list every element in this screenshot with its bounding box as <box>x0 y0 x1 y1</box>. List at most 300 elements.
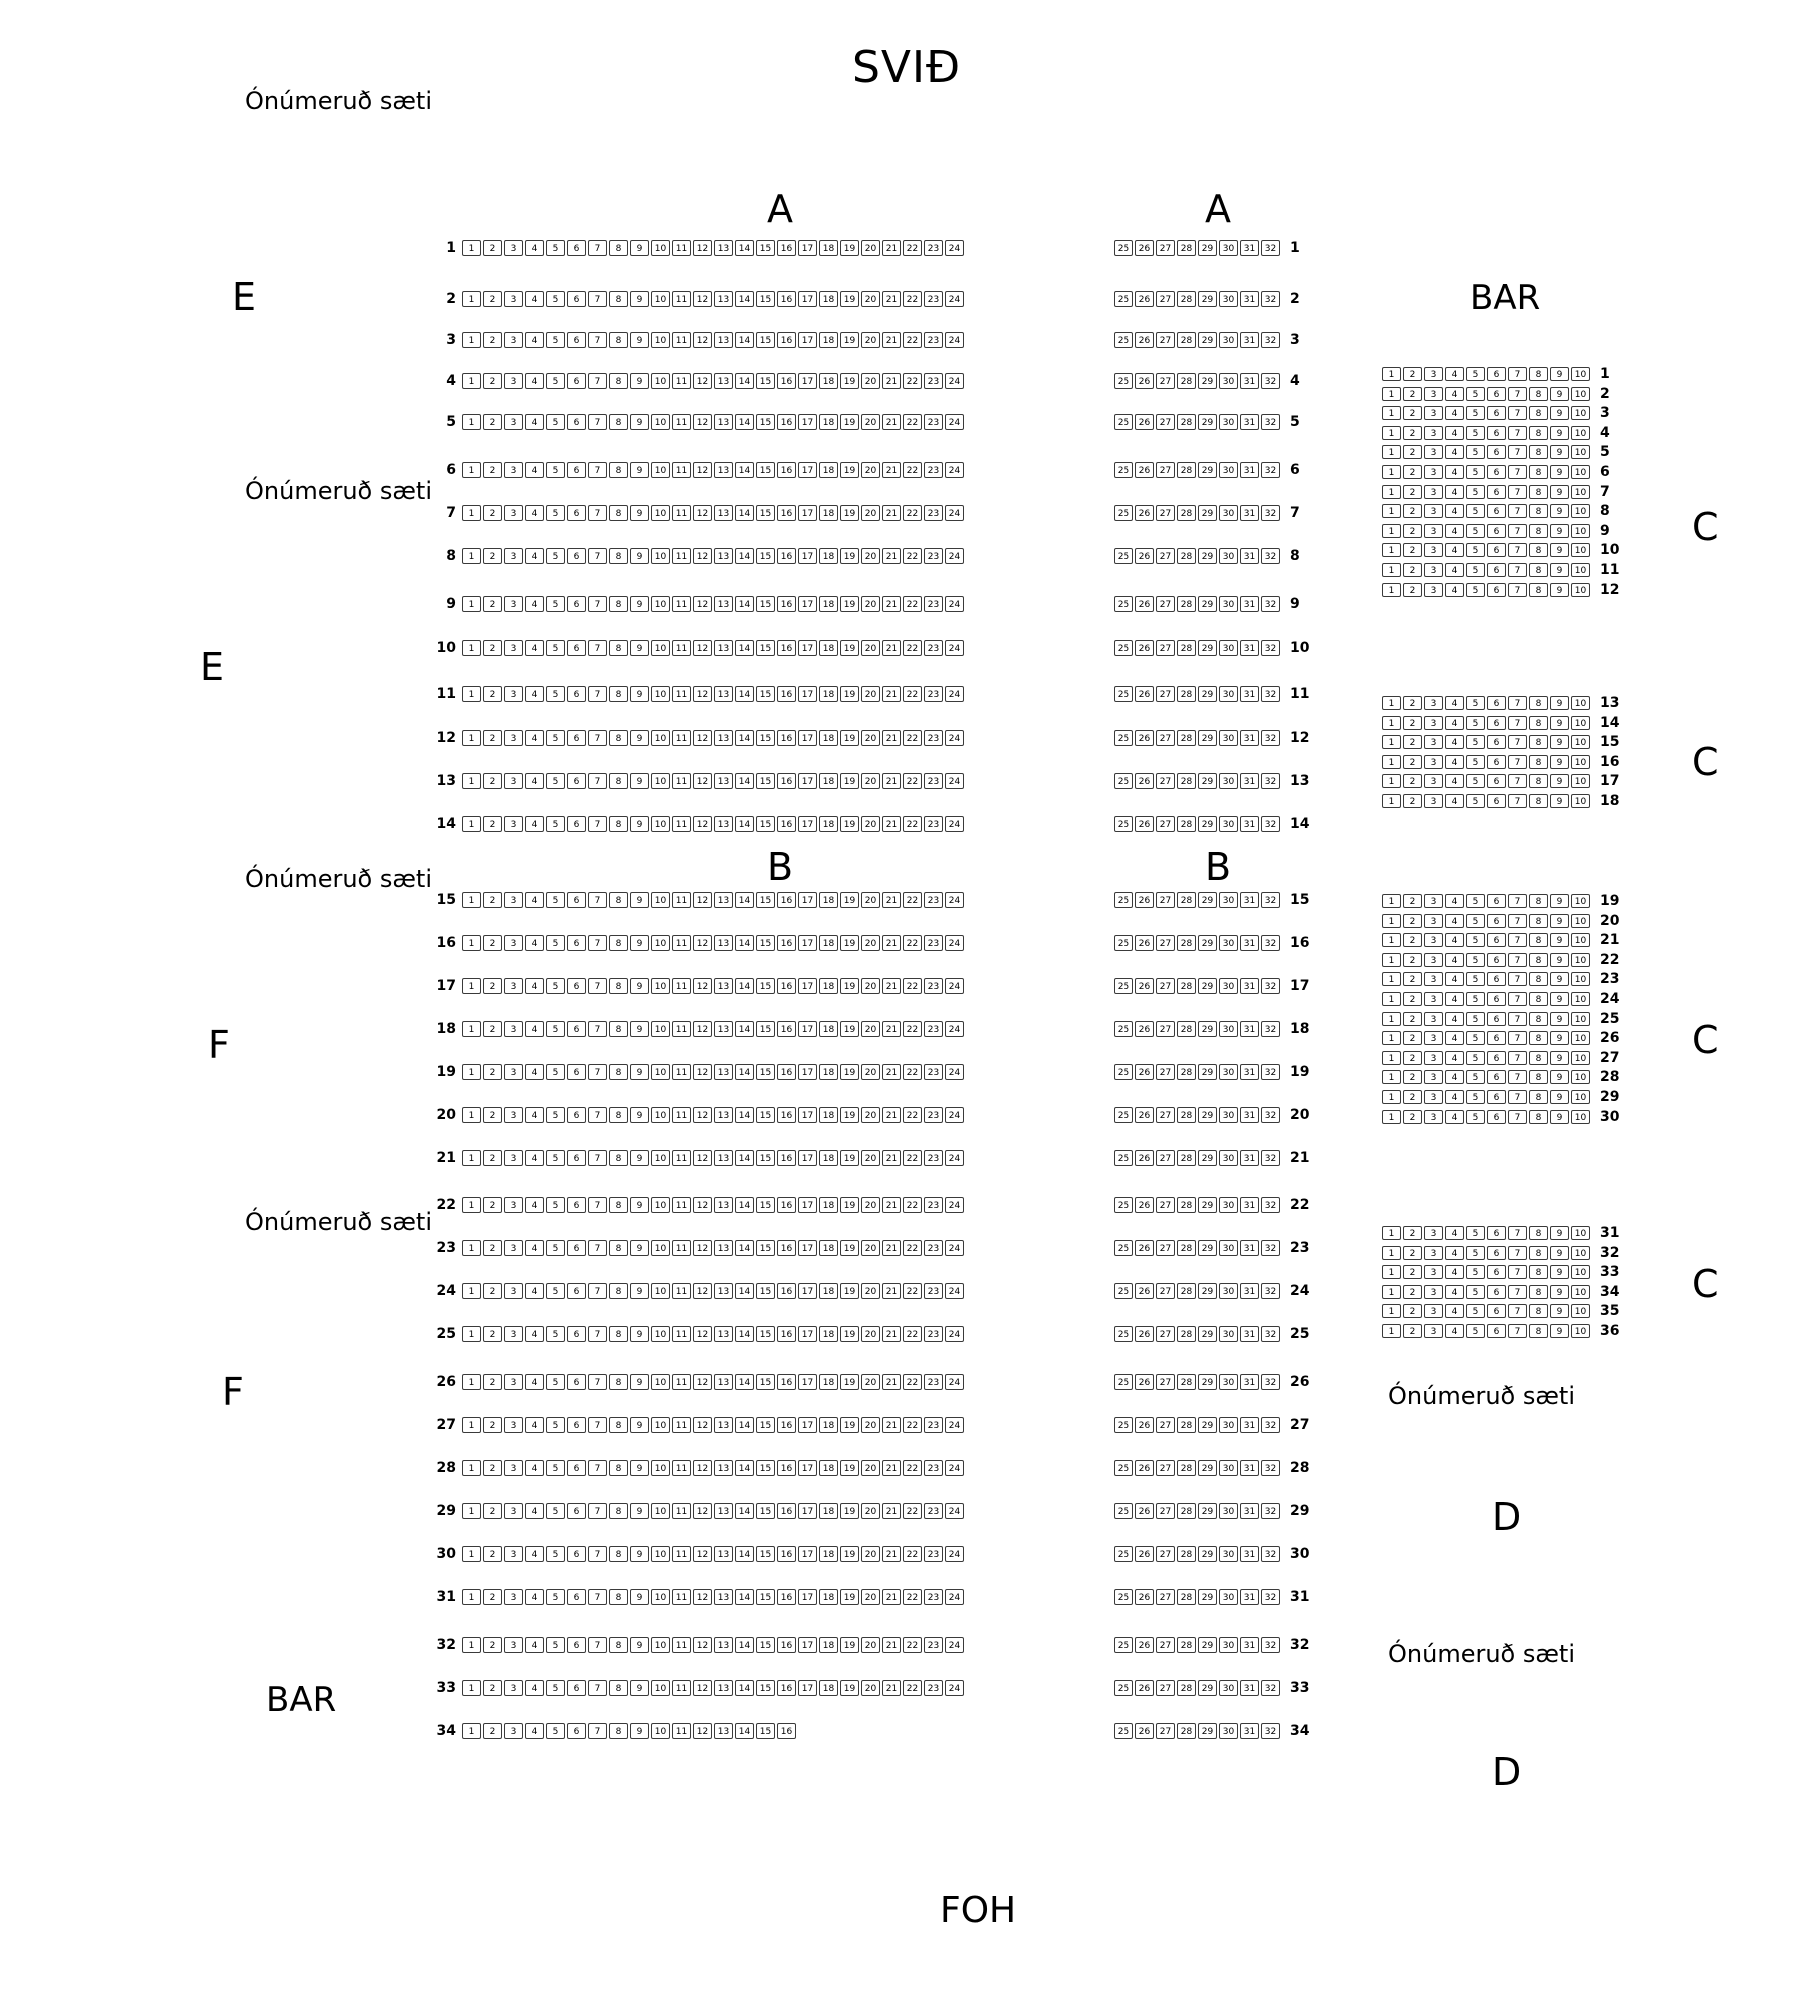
seat[interactable]: 30 <box>1219 596 1238 612</box>
seat[interactable]: 30 <box>1219 332 1238 348</box>
seat[interactable]: 3 <box>1424 1031 1443 1045</box>
seat[interactable]: 28 <box>1177 978 1196 994</box>
seat[interactable]: 29 <box>1198 332 1217 348</box>
seat[interactable]: 13 <box>714 548 733 564</box>
seat[interactable]: 20 <box>861 1417 880 1433</box>
seat[interactable]: 4 <box>1445 504 1464 518</box>
seat[interactable]: 1 <box>462 978 481 994</box>
seat[interactable]: 7 <box>588 1460 607 1476</box>
seat[interactable]: 17 <box>798 1417 817 1433</box>
seat[interactable]: 2 <box>483 1064 502 1080</box>
seat[interactable]: 5 <box>546 730 565 746</box>
seat[interactable]: 11 <box>672 1326 691 1342</box>
seat[interactable]: 17 <box>798 1546 817 1562</box>
seat[interactable]: 21 <box>882 462 901 478</box>
seat[interactable]: 13 <box>714 686 733 702</box>
seat[interactable]: 5 <box>1466 387 1485 401</box>
seat[interactable]: 11 <box>672 505 691 521</box>
seat[interactable]: 18 <box>819 1460 838 1476</box>
seat[interactable]: 10 <box>651 1460 670 1476</box>
seat[interactable]: 25 <box>1114 816 1133 832</box>
seat[interactable]: 18 <box>819 1546 838 1562</box>
seat[interactable]: 5 <box>546 1283 565 1299</box>
seat[interactable]: 8 <box>1529 1110 1548 1124</box>
seat[interactable]: 18 <box>819 505 838 521</box>
seat[interactable]: 17 <box>798 1637 817 1653</box>
seat[interactable]: 14 <box>735 1107 754 1123</box>
seat[interactable]: 21 <box>882 1150 901 1166</box>
seat[interactable]: 3 <box>1424 972 1443 986</box>
seat[interactable]: 8 <box>609 730 628 746</box>
seat[interactable]: 2 <box>483 1283 502 1299</box>
seat[interactable]: 15 <box>756 1197 775 1213</box>
seat[interactable]: 9 <box>630 816 649 832</box>
seat[interactable]: 29 <box>1198 1589 1217 1605</box>
seat[interactable]: 26 <box>1135 686 1154 702</box>
seat[interactable]: 4 <box>525 1589 544 1605</box>
seat[interactable]: 3 <box>1424 406 1443 420</box>
seat[interactable]: 25 <box>1114 730 1133 746</box>
seat[interactable]: 19 <box>840 1021 859 1037</box>
seat[interactable]: 18 <box>819 1503 838 1519</box>
seat[interactable]: 7 <box>588 978 607 994</box>
seat[interactable]: 3 <box>1424 1070 1443 1084</box>
seat[interactable]: 30 <box>1219 1197 1238 1213</box>
seat[interactable]: 9 <box>1550 406 1569 420</box>
seat[interactable]: 23 <box>924 1589 943 1605</box>
seat[interactable]: 9 <box>630 596 649 612</box>
seat[interactable]: 30 <box>1219 1546 1238 1562</box>
seat[interactable]: 16 <box>777 1589 796 1605</box>
seat[interactable]: 32 <box>1261 1021 1280 1037</box>
seat[interactable]: 2 <box>1403 583 1422 597</box>
seat[interactable]: 5 <box>1466 1051 1485 1065</box>
seat[interactable]: 9 <box>630 1374 649 1390</box>
seat[interactable]: 32 <box>1261 1374 1280 1390</box>
seat[interactable]: 32 <box>1261 892 1280 908</box>
seat[interactable]: 26 <box>1135 462 1154 478</box>
seat[interactable]: 2 <box>483 1107 502 1123</box>
seat[interactable]: 2 <box>1403 367 1422 381</box>
seat[interactable]: 2 <box>1403 426 1422 440</box>
seat[interactable]: 9 <box>1550 774 1569 788</box>
seat[interactable]: 1 <box>462 730 481 746</box>
seat[interactable]: 8 <box>1529 426 1548 440</box>
seat[interactable]: 10 <box>651 1021 670 1037</box>
seat[interactable]: 16 <box>777 414 796 430</box>
seat[interactable]: 31 <box>1240 892 1259 908</box>
seat[interactable]: 9 <box>1550 563 1569 577</box>
seat[interactable]: 7 <box>588 414 607 430</box>
seat[interactable]: 7 <box>588 892 607 908</box>
seat[interactable]: 10 <box>1571 1226 1590 1240</box>
seat[interactable]: 22 <box>903 462 922 478</box>
seat[interactable]: 31 <box>1240 505 1259 521</box>
seat[interactable]: 2 <box>1403 755 1422 769</box>
seat[interactable]: 14 <box>735 505 754 521</box>
seat[interactable]: 5 <box>1466 504 1485 518</box>
seat[interactable]: 3 <box>1424 524 1443 538</box>
seat[interactable]: 27 <box>1156 686 1175 702</box>
seat[interactable]: 19 <box>840 1417 859 1433</box>
seat[interactable]: 7 <box>1508 504 1527 518</box>
seat[interactable]: 6 <box>567 1637 586 1653</box>
seat[interactable]: 1 <box>462 816 481 832</box>
seat[interactable]: 29 <box>1198 1107 1217 1123</box>
seat[interactable]: 10 <box>1571 543 1590 557</box>
seat[interactable]: 7 <box>588 596 607 612</box>
seat[interactable]: 12 <box>693 1197 712 1213</box>
seat[interactable]: 9 <box>630 1150 649 1166</box>
seat[interactable]: 15 <box>756 686 775 702</box>
seat[interactable]: 1 <box>462 1723 481 1739</box>
seat[interactable]: 16 <box>777 332 796 348</box>
seat[interactable]: 10 <box>1571 406 1590 420</box>
seat[interactable]: 3 <box>504 1546 523 1562</box>
seat[interactable]: 4 <box>1445 485 1464 499</box>
seat[interactable]: 31 <box>1240 1021 1259 1037</box>
seat[interactable]: 5 <box>1466 894 1485 908</box>
seat[interactable]: 5 <box>1466 914 1485 928</box>
seat[interactable]: 17 <box>798 686 817 702</box>
seat[interactable]: 1 <box>1382 696 1401 710</box>
seat[interactable]: 31 <box>1240 816 1259 832</box>
seat[interactable]: 3 <box>504 373 523 389</box>
seat[interactable]: 32 <box>1261 1240 1280 1256</box>
seat[interactable]: 9 <box>630 1637 649 1653</box>
seat[interactable]: 7 <box>588 1326 607 1342</box>
seat[interactable]: 12 <box>693 1637 712 1653</box>
seat[interactable]: 29 <box>1198 1021 1217 1037</box>
seat[interactable]: 1 <box>462 1503 481 1519</box>
seat[interactable]: 9 <box>1550 485 1569 499</box>
seat[interactable]: 13 <box>714 1326 733 1342</box>
seat[interactable]: 4 <box>525 1283 544 1299</box>
seat[interactable]: 24 <box>945 505 964 521</box>
seat[interactable]: 26 <box>1135 1460 1154 1476</box>
seat[interactable]: 32 <box>1261 1460 1280 1476</box>
seat[interactable]: 9 <box>630 291 649 307</box>
seat[interactable]: 6 <box>1487 794 1506 808</box>
seat[interactable]: 4 <box>1445 1051 1464 1065</box>
seat[interactable]: 14 <box>735 1283 754 1299</box>
seat[interactable]: 23 <box>924 1150 943 1166</box>
seat[interactable]: 1 <box>462 640 481 656</box>
seat[interactable]: 32 <box>1261 240 1280 256</box>
seat[interactable]: 20 <box>861 686 880 702</box>
seat[interactable]: 3 <box>504 1589 523 1605</box>
seat[interactable]: 5 <box>1466 755 1485 769</box>
seat[interactable]: 5 <box>1466 1265 1485 1279</box>
seat[interactable]: 29 <box>1198 240 1217 256</box>
seat[interactable]: 4 <box>1445 1246 1464 1260</box>
seat[interactable]: 9 <box>1550 524 1569 538</box>
seat[interactable]: 8 <box>609 816 628 832</box>
seat[interactable]: 15 <box>756 414 775 430</box>
seat[interactable]: 32 <box>1261 1680 1280 1696</box>
seat[interactable]: 24 <box>945 892 964 908</box>
seat[interactable]: 30 <box>1219 1240 1238 1256</box>
seat[interactable]: 17 <box>798 640 817 656</box>
seat[interactable]: 5 <box>546 462 565 478</box>
seat[interactable]: 32 <box>1261 1546 1280 1562</box>
seat[interactable]: 5 <box>1466 1226 1485 1240</box>
seat[interactable]: 9 <box>1550 1070 1569 1084</box>
seat[interactable]: 11 <box>672 1064 691 1080</box>
seat[interactable]: 7 <box>1508 755 1527 769</box>
seat[interactable]: 8 <box>609 1546 628 1562</box>
seat[interactable]: 21 <box>882 1546 901 1562</box>
seat[interactable]: 7 <box>1508 1051 1527 1065</box>
seat[interactable]: 28 <box>1177 1546 1196 1562</box>
seat[interactable]: 1 <box>462 1197 481 1213</box>
seat[interactable]: 5 <box>546 1150 565 1166</box>
seat[interactable]: 16 <box>777 978 796 994</box>
seat[interactable]: 26 <box>1135 1637 1154 1653</box>
seat[interactable]: 2 <box>1403 992 1422 1006</box>
seat[interactable]: 12 <box>693 1589 712 1605</box>
seat[interactable]: 7 <box>1508 1265 1527 1279</box>
seat[interactable]: 18 <box>819 462 838 478</box>
seat[interactable]: 11 <box>672 462 691 478</box>
seat[interactable]: 1 <box>1382 1110 1401 1124</box>
seat[interactable]: 30 <box>1219 640 1238 656</box>
seat[interactable]: 29 <box>1198 1460 1217 1476</box>
seat[interactable]: 24 <box>945 414 964 430</box>
seat[interactable]: 31 <box>1240 332 1259 348</box>
seat[interactable]: 30 <box>1219 1637 1238 1653</box>
seat[interactable]: 8 <box>1529 445 1548 459</box>
seat[interactable]: 5 <box>546 1326 565 1342</box>
seat[interactable]: 26 <box>1135 332 1154 348</box>
seat[interactable]: 5 <box>546 1107 565 1123</box>
seat[interactable]: 17 <box>798 935 817 951</box>
seat[interactable]: 7 <box>1508 367 1527 381</box>
seat[interactable]: 20 <box>861 1546 880 1562</box>
seat[interactable]: 7 <box>1508 1226 1527 1240</box>
seat[interactable]: 23 <box>924 1107 943 1123</box>
seat[interactable]: 2 <box>483 1021 502 1037</box>
seat[interactable]: 20 <box>861 548 880 564</box>
seat[interactable]: 11 <box>672 1460 691 1476</box>
seat[interactable]: 3 <box>1424 1090 1443 1104</box>
seat[interactable]: 23 <box>924 596 943 612</box>
seat[interactable]: 30 <box>1219 816 1238 832</box>
seat[interactable]: 14 <box>735 291 754 307</box>
seat[interactable]: 4 <box>1445 406 1464 420</box>
seat[interactable]: 3 <box>1424 445 1443 459</box>
seat[interactable]: 3 <box>1424 794 1443 808</box>
seat[interactable]: 25 <box>1114 462 1133 478</box>
seat[interactable]: 5 <box>546 1546 565 1562</box>
seat[interactable]: 9 <box>1550 1051 1569 1065</box>
seat[interactable]: 6 <box>1487 972 1506 986</box>
seat[interactable]: 27 <box>1156 1503 1175 1519</box>
seat[interactable]: 29 <box>1198 978 1217 994</box>
seat[interactable]: 2 <box>1403 1090 1422 1104</box>
seat[interactable]: 5 <box>546 1197 565 1213</box>
seat[interactable]: 2 <box>1403 543 1422 557</box>
seat[interactable]: 26 <box>1135 1374 1154 1390</box>
seat[interactable]: 7 <box>588 548 607 564</box>
seat[interactable]: 7 <box>588 1150 607 1166</box>
seat[interactable]: 29 <box>1198 816 1217 832</box>
seat[interactable]: 1 <box>1382 1324 1401 1338</box>
seat[interactable]: 9 <box>630 1503 649 1519</box>
seat[interactable]: 27 <box>1156 373 1175 389</box>
seat[interactable]: 16 <box>777 816 796 832</box>
seat[interactable]: 25 <box>1114 1326 1133 1342</box>
seat[interactable]: 4 <box>525 1021 544 1037</box>
seat[interactable]: 13 <box>714 332 733 348</box>
seat[interactable]: 30 <box>1219 1460 1238 1476</box>
seat[interactable]: 1 <box>1382 894 1401 908</box>
seat[interactable]: 1 <box>462 596 481 612</box>
seat[interactable]: 1 <box>1382 914 1401 928</box>
seat[interactable]: 7 <box>1508 543 1527 557</box>
seat[interactable]: 26 <box>1135 978 1154 994</box>
seat[interactable]: 28 <box>1177 414 1196 430</box>
seat[interactable]: 9 <box>630 1283 649 1299</box>
seat[interactable]: 3 <box>504 1021 523 1037</box>
seat[interactable]: 20 <box>861 1021 880 1037</box>
seat[interactable]: 1 <box>1382 445 1401 459</box>
seat[interactable]: 6 <box>567 1723 586 1739</box>
seat[interactable]: 23 <box>924 978 943 994</box>
seat[interactable]: 22 <box>903 640 922 656</box>
seat[interactable]: 3 <box>1424 774 1443 788</box>
seat[interactable]: 4 <box>1445 1285 1464 1299</box>
seat[interactable]: 26 <box>1135 1197 1154 1213</box>
seat[interactable]: 7 <box>1508 583 1527 597</box>
seat[interactable]: 12 <box>693 640 712 656</box>
seat[interactable]: 31 <box>1240 1374 1259 1390</box>
seat[interactable]: 31 <box>1240 730 1259 746</box>
seat[interactable]: 25 <box>1114 1283 1133 1299</box>
seat[interactable]: 1 <box>462 1460 481 1476</box>
seat[interactable]: 4 <box>525 505 544 521</box>
seat[interactable]: 4 <box>525 1240 544 1256</box>
seat[interactable]: 31 <box>1240 1589 1259 1605</box>
seat[interactable]: 29 <box>1198 892 1217 908</box>
seat[interactable]: 14 <box>735 1680 754 1696</box>
seat[interactable]: 25 <box>1114 1546 1133 1562</box>
seat[interactable]: 25 <box>1114 332 1133 348</box>
seat[interactable]: 4 <box>525 1374 544 1390</box>
seat[interactable]: 23 <box>924 1503 943 1519</box>
seat[interactable]: 6 <box>567 686 586 702</box>
seat[interactable]: 11 <box>672 978 691 994</box>
seat[interactable]: 20 <box>861 773 880 789</box>
seat[interactable]: 25 <box>1114 1240 1133 1256</box>
seat[interactable]: 30 <box>1219 240 1238 256</box>
seat[interactable]: 26 <box>1135 548 1154 564</box>
seat[interactable]: 22 <box>903 816 922 832</box>
seat[interactable]: 8 <box>609 1417 628 1433</box>
seat[interactable]: 5 <box>1466 543 1485 557</box>
seat[interactable]: 3 <box>504 1197 523 1213</box>
seat[interactable]: 3 <box>504 892 523 908</box>
seat[interactable]: 6 <box>567 373 586 389</box>
seat[interactable]: 10 <box>651 373 670 389</box>
seat[interactable]: 2 <box>483 240 502 256</box>
seat[interactable]: 8 <box>609 686 628 702</box>
seat[interactable]: 6 <box>1487 1246 1506 1260</box>
seat[interactable]: 2 <box>483 548 502 564</box>
seat[interactable]: 26 <box>1135 240 1154 256</box>
seat[interactable]: 1 <box>1382 406 1401 420</box>
seat[interactable]: 30 <box>1219 1503 1238 1519</box>
seat[interactable]: 7 <box>588 1374 607 1390</box>
seat[interactable]: 1 <box>1382 1031 1401 1045</box>
seat[interactable]: 9 <box>1550 696 1569 710</box>
seat[interactable]: 19 <box>840 373 859 389</box>
seat[interactable]: 26 <box>1135 414 1154 430</box>
seat[interactable]: 30 <box>1219 1021 1238 1037</box>
seat[interactable]: 28 <box>1177 1326 1196 1342</box>
seat[interactable]: 6 <box>567 1374 586 1390</box>
seat[interactable]: 17 <box>798 1283 817 1299</box>
seat[interactable]: 10 <box>651 1240 670 1256</box>
seat[interactable]: 18 <box>819 332 838 348</box>
seat[interactable]: 7 <box>588 1417 607 1433</box>
seat[interactable]: 10 <box>1571 992 1590 1006</box>
seat[interactable]: 1 <box>1382 1285 1401 1299</box>
seat[interactable]: 13 <box>714 935 733 951</box>
seat[interactable]: 27 <box>1156 1283 1175 1299</box>
seat[interactable]: 15 <box>756 332 775 348</box>
seat[interactable]: 9 <box>630 1417 649 1433</box>
seat[interactable]: 8 <box>1529 465 1548 479</box>
seat[interactable]: 4 <box>525 1723 544 1739</box>
seat[interactable]: 4 <box>1445 755 1464 769</box>
seat[interactable]: 9 <box>630 892 649 908</box>
seat[interactable]: 18 <box>819 1021 838 1037</box>
seat[interactable]: 19 <box>840 332 859 348</box>
seat[interactable]: 31 <box>1240 1064 1259 1080</box>
seat[interactable]: 29 <box>1198 773 1217 789</box>
seat[interactable]: 16 <box>777 462 796 478</box>
seat[interactable]: 3 <box>504 978 523 994</box>
seat[interactable]: 32 <box>1261 1723 1280 1739</box>
seat[interactable]: 1 <box>462 414 481 430</box>
seat[interactable]: 6 <box>1487 445 1506 459</box>
seat[interactable]: 24 <box>945 686 964 702</box>
seat[interactable]: 7 <box>1508 953 1527 967</box>
seat[interactable]: 24 <box>945 332 964 348</box>
seat[interactable]: 8 <box>609 1107 628 1123</box>
seat[interactable]: 5 <box>546 773 565 789</box>
seat[interactable]: 8 <box>609 1460 628 1476</box>
seat[interactable]: 29 <box>1198 1064 1217 1080</box>
seat[interactable]: 29 <box>1198 686 1217 702</box>
seat[interactable]: 28 <box>1177 1503 1196 1519</box>
seat[interactable]: 5 <box>546 816 565 832</box>
seat[interactable]: 27 <box>1156 773 1175 789</box>
seat[interactable]: 25 <box>1114 548 1133 564</box>
seat[interactable]: 15 <box>756 640 775 656</box>
seat[interactable]: 8 <box>1529 485 1548 499</box>
seat[interactable]: 15 <box>756 978 775 994</box>
seat[interactable]: 32 <box>1261 505 1280 521</box>
seat[interactable]: 10 <box>651 291 670 307</box>
seat[interactable]: 12 <box>693 1503 712 1519</box>
seat[interactable]: 28 <box>1177 892 1196 908</box>
seat[interactable]: 21 <box>882 1637 901 1653</box>
seat[interactable]: 22 <box>903 1326 922 1342</box>
seat[interactable]: 1 <box>462 462 481 478</box>
seat[interactable]: 10 <box>651 332 670 348</box>
